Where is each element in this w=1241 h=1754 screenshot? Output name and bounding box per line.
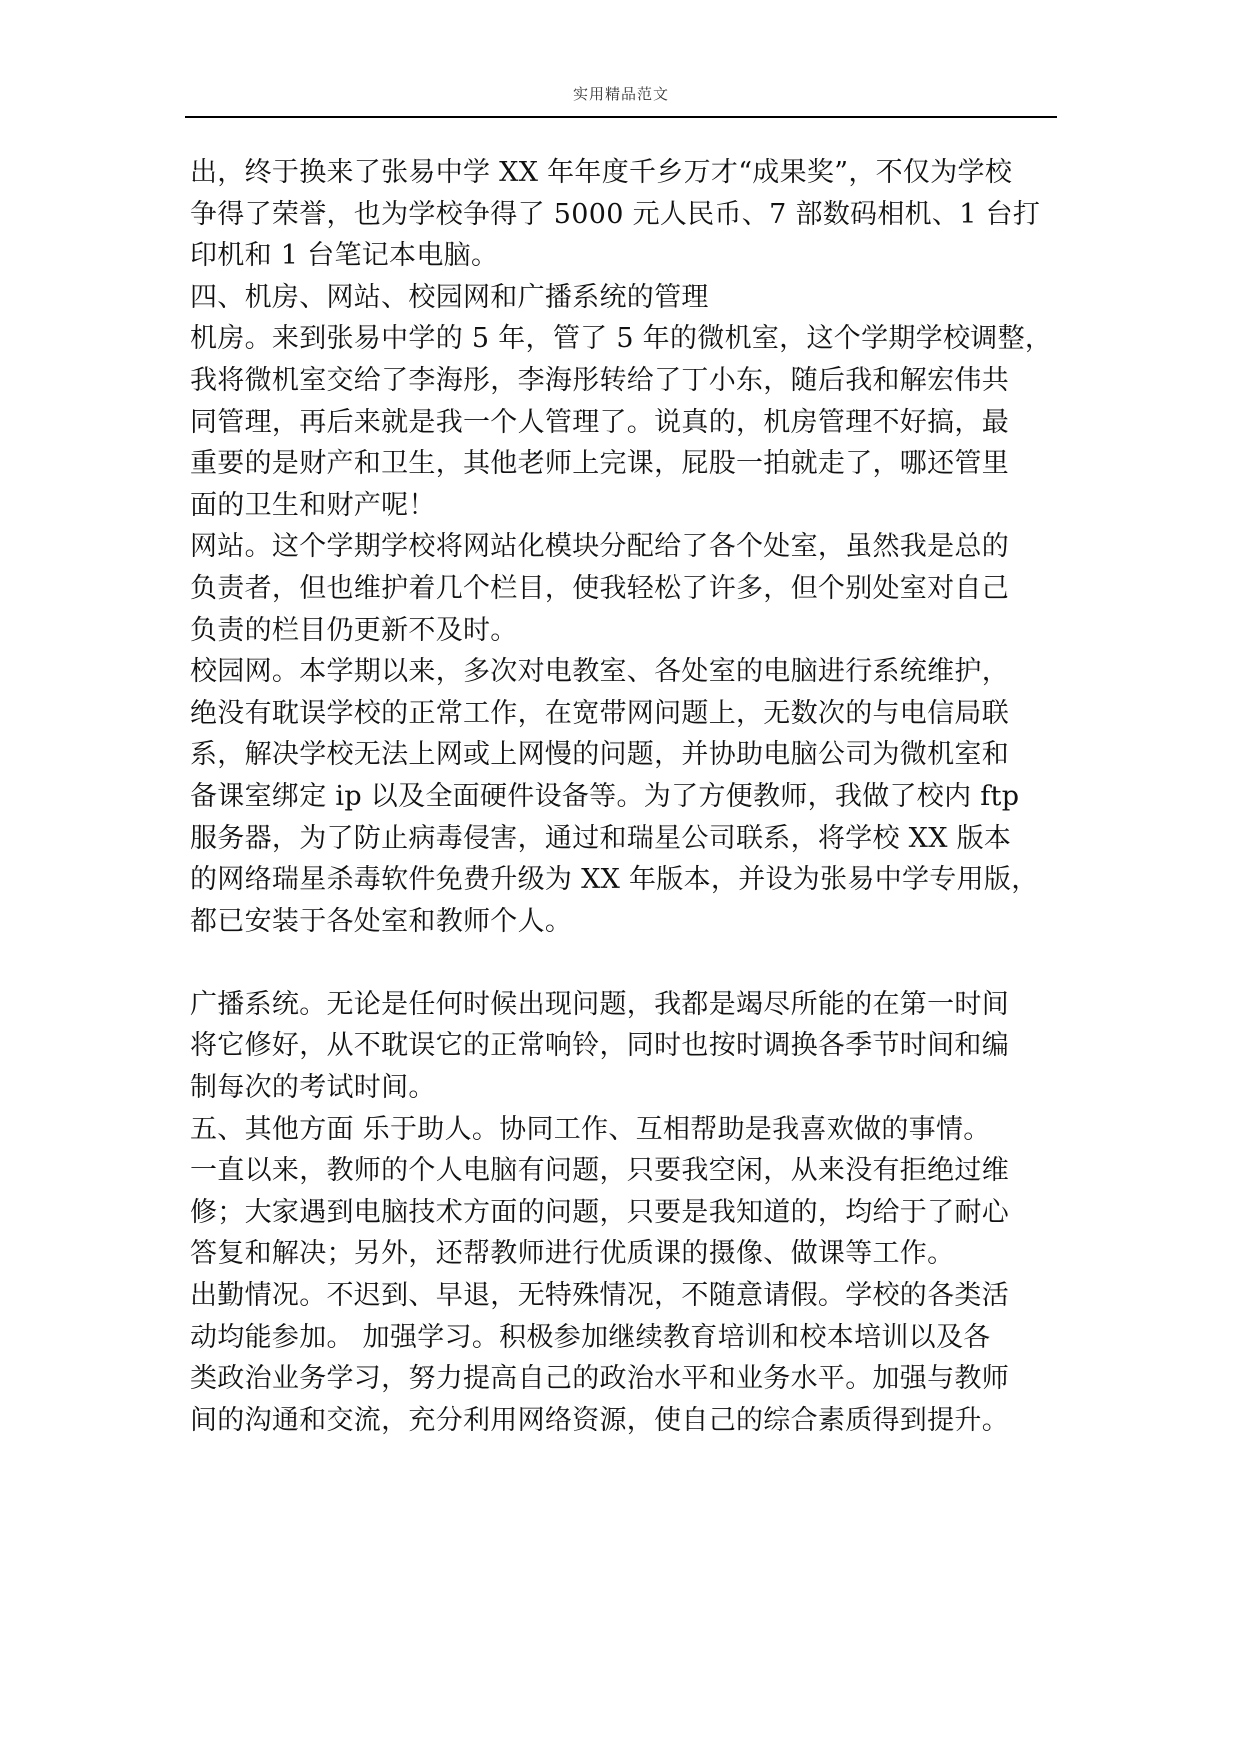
body-line: 都已安装于各处室和教师个人。 — [190, 905, 573, 937]
body-line: 机房。来到张易中学的 5 年，管了 5 年的微机室，这个学期学校调整， — [190, 323, 1053, 355]
body-line: 校园网。本学期以来，多次对电教室、各处室的电脑进行系统维护， — [190, 656, 1009, 688]
body-line: 出勤情况。不迟到、早退，无特殊情况，不随意请假。学校的各类活 — [190, 1280, 1009, 1312]
body-line: 我将微机室交给了李海彤，李海彤转给了丁小东，随后我和解宏伟共 — [190, 364, 1009, 396]
body-line: 广播系统。无论是任何时候出现问题，我都是竭尽所能的在第一时间 — [190, 988, 1009, 1020]
body-line: 修；大家遇到电脑技术方面的问题，只要是我知道的，均给于了耐心 — [190, 1196, 1009, 1228]
body-line: 类政治业务学习，努力提高自己的政治水平和业务水平。加强与教师 — [190, 1363, 1009, 1395]
body-line: 的网络瑞星杀毒软件免费升级为 XX 年版本，并设为张易中学专用版， — [190, 864, 1039, 896]
body-line: 将它修好，从不耽误它的正常响铃，同时也按时调换各季节时间和编 — [190, 1030, 1009, 1062]
body-line: 重要的是财产和卫生，其他老师上完课，屁股一拍就走了，哪还管里 — [190, 448, 1009, 480]
body-line: 系，解决学校无法上网或上网慢的问题，并协助电脑公司为微机室和 — [190, 739, 1009, 771]
body-line: 负责的栏目仍更新不及时。 — [190, 614, 518, 646]
body-line: 备课室绑定 ip 以及全面硬件设备等。为了方便教师，我做了校内 ftp — [190, 780, 1020, 812]
body-line: 网站。这个学期学校将网站化模块分配给了各个处室，虽然我是总的 — [190, 531, 1009, 563]
body-line: 出，终于换来了张易中学 XX 年年度千乡万才“成果奖”，不仅为学校 — [190, 157, 1013, 188]
section-heading: 五、其他方面 乐于助人。协同工作、互相帮助是我喜欢做的事情。 — [190, 1113, 991, 1145]
body-line: 动均能参加。 加强学习。积极参加继续教育培训和校本培训以及各 — [190, 1321, 991, 1353]
page-header — [185, 84, 1057, 118]
body-line: 答复和解决；另外，还帮教师进行优质课的摄像、做课等工作。 — [190, 1238, 955, 1270]
section-heading: 四、机房、网站、校园网和广播系统的管理 — [190, 281, 709, 313]
body-line: 印机和 1 台笔记本电脑。 — [190, 240, 499, 272]
body-line: 争得了荣誉，也为学校争得了 5000 元人民币、7 部数码相机、1 台打 — [190, 198, 1041, 230]
body-line: 服务器，为了防止病毒侵害，通过和瑞星公司联系，将学校 XX 版本 — [190, 822, 1012, 854]
body-line: 同管理，再后来就是我一个人管理了。说真的，机房管理不好搞，最 — [190, 406, 1009, 438]
body-line: 面的卫生和财产呢！ — [190, 489, 436, 521]
body-line: 绝没有耽误学校的正常工作，在宽带网问题上，无数次的与电信局联 — [190, 697, 1009, 729]
body-line: 制每次的考试时间。 — [190, 1072, 436, 1104]
body-line: 负责者，但也维护着几个栏目，使我轻松了许多，但个别处室对自己 — [190, 572, 1009, 604]
body-line: 一直以来，教师的个人电脑有问题，只要我空闲，从来没有拒绝过维 — [190, 1155, 1009, 1187]
header-title: 实用精品范文 — [572, 85, 669, 103]
document-body — [190, 152, 1062, 1441]
body-line: 间的沟通和交流，充分利用网络资源，使自己的综合素质得到提升。 — [190, 1404, 1009, 1436]
blank-line — [190, 942, 1062, 984]
